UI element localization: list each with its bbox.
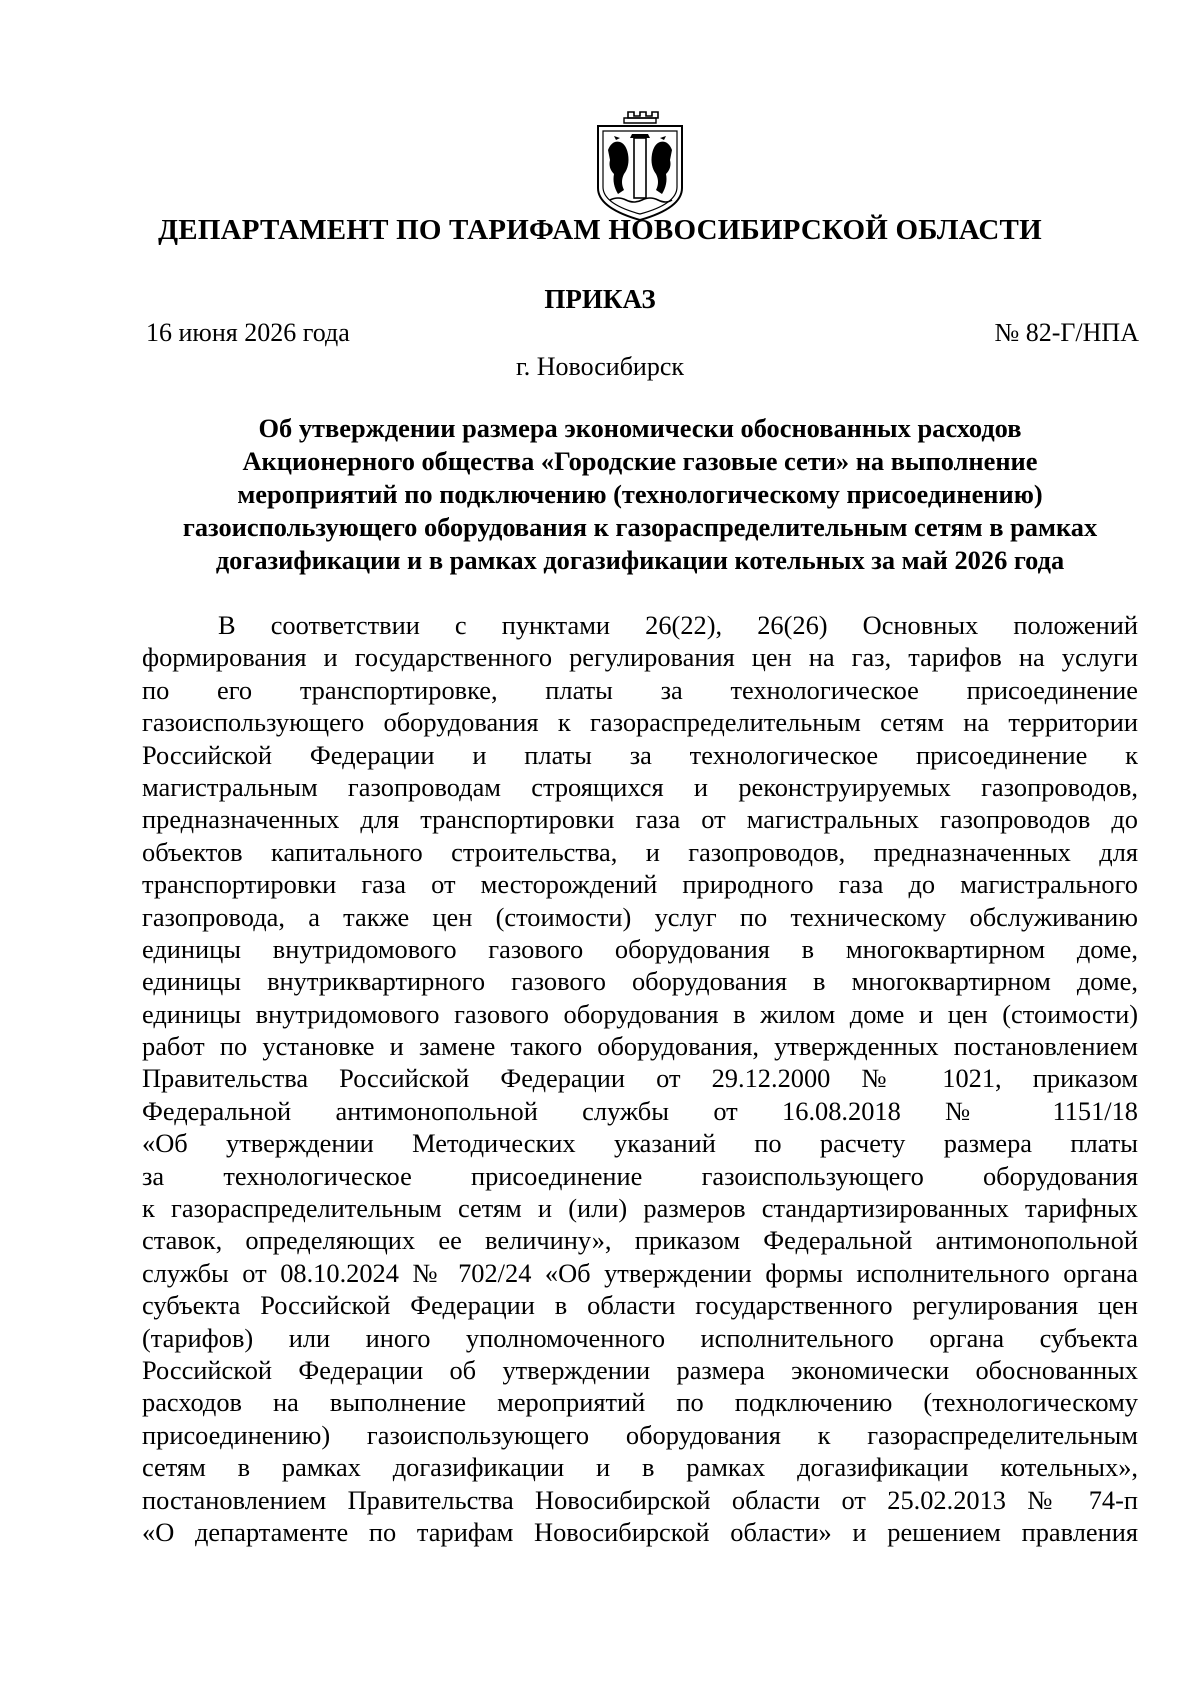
body-line: субъекта Российской Федерации в области государственного регулирования цен	[142, 1290, 1138, 1321]
body-line: к газораспределительным сетям и (или) размеров стандартизированных тарифных	[142, 1193, 1138, 1224]
document-number: № 82-Г/НПА	[994, 318, 1139, 347]
body-line: В соответствии с пунктами 26(22), 26(26) Основных положений	[218, 610, 1138, 640]
body-line: формирования и государственного регулирования цен на газ, тарифов на услуги	[142, 642, 1138, 673]
subject-line: мероприятий по подключению (технологическому присоединению)	[237, 479, 1043, 509]
subject-line: догазификации и в рамках догазификации котельных за май 2026 года	[215, 545, 1065, 575]
body-line: за технологическое присоединение газоиспользующего оборудования	[142, 1160, 1138, 1191]
document-subject	[140, 412, 1140, 577]
body-line: Федеральной антимонопольной службы от 16.08.2018 № 1151/18	[142, 1095, 1138, 1126]
document-city: г. Новосибирск	[515, 352, 685, 381]
body-line: объектов капитального строительства, и газопроводов, предназначенных для	[142, 836, 1138, 867]
body-line: газоиспользующего оборудования к газораспределительным сетям на территории	[142, 707, 1138, 738]
body-line: расходов на выполнение мероприятий по подключению (технологическому	[142, 1387, 1138, 1418]
department-name: ДЕПАРТАМЕНТ ПО ТАРИФАМ НОВОСИБИРСКОЙ ОБЛАСТИ	[158, 214, 1042, 246]
body-line: ставок, определяющих ее величину», приказом Федеральной антимонопольной	[142, 1225, 1138, 1256]
body-line: предназначенных для транспортировки газа от магистральных газопроводов до	[142, 804, 1138, 835]
body-line: Российской Федерации и платы за технологическое присоединение к	[142, 739, 1138, 770]
subject-line: Об утверждении размера экономически обоснованных расходов	[258, 413, 1022, 443]
document-type: ПРИКАЗ	[544, 284, 656, 314]
subject-line: Акционерного общества «Городские газовые сети» на выполнение	[242, 446, 1038, 476]
body-line: Российской Федерации об утверждении размера экономически обоснованных	[142, 1354, 1138, 1385]
body-line: работ по установке и замене такого оборудования, утвержденных постановлением	[142, 1031, 1138, 1062]
subject-line: газоиспользующего оборудования к газораспределительным сетям в рамках	[182, 512, 1098, 542]
body-line: транспортировки газа от месторождений природного газа до магистрального	[142, 869, 1138, 900]
body-line: присоединению) газоиспользующего оборудования к газораспределительным	[142, 1419, 1138, 1450]
body-line: газопровода, а также цен (стоимости) услуг по техническому обслуживанию	[142, 901, 1138, 932]
body-line: единицы внутридомового газового оборудования в жилом доме и цен (стоимости)	[142, 998, 1138, 1029]
body-line: по его транспортировке, платы за технологическое присоединение	[142, 674, 1138, 705]
body-line: Правительства Российской Федерации от 29.12.2000 № 1021, приказом	[142, 1063, 1138, 1094]
body-line: (тарифов) или иного уполномоченного исполнительного органа субъекта	[142, 1322, 1138, 1353]
coat-of-arms-emblem	[590, 110, 690, 222]
document-body	[142, 609, 1138, 1548]
body-line: магистральным газопроводам строящихся и реконструируемых газопроводов,	[142, 771, 1138, 802]
body-line: единицы внутриквартирного газового оборудования в многоквартирном доме,	[142, 966, 1138, 997]
document-date: 16 июня 2026 года	[146, 318, 350, 347]
body-line: «О департаменте по тарифам Новосибирской области» и решением правления	[142, 1516, 1138, 1547]
body-line: сетям в рамках догазификации и в рамках догазификации котельных»,	[142, 1452, 1138, 1483]
body-line: единицы внутридомового газового оборудования в многоквартирном доме,	[142, 933, 1138, 964]
body-line: постановлением Правительства Новосибирской области от 25.02.2013 № 74-п	[142, 1484, 1138, 1515]
body-line: «Об утверждении Методических указаний по расчету размера платы	[142, 1128, 1138, 1159]
body-line: службы от 08.10.2024 № 702/24 «Об утверждении формы исполнительного органа	[142, 1257, 1138, 1288]
